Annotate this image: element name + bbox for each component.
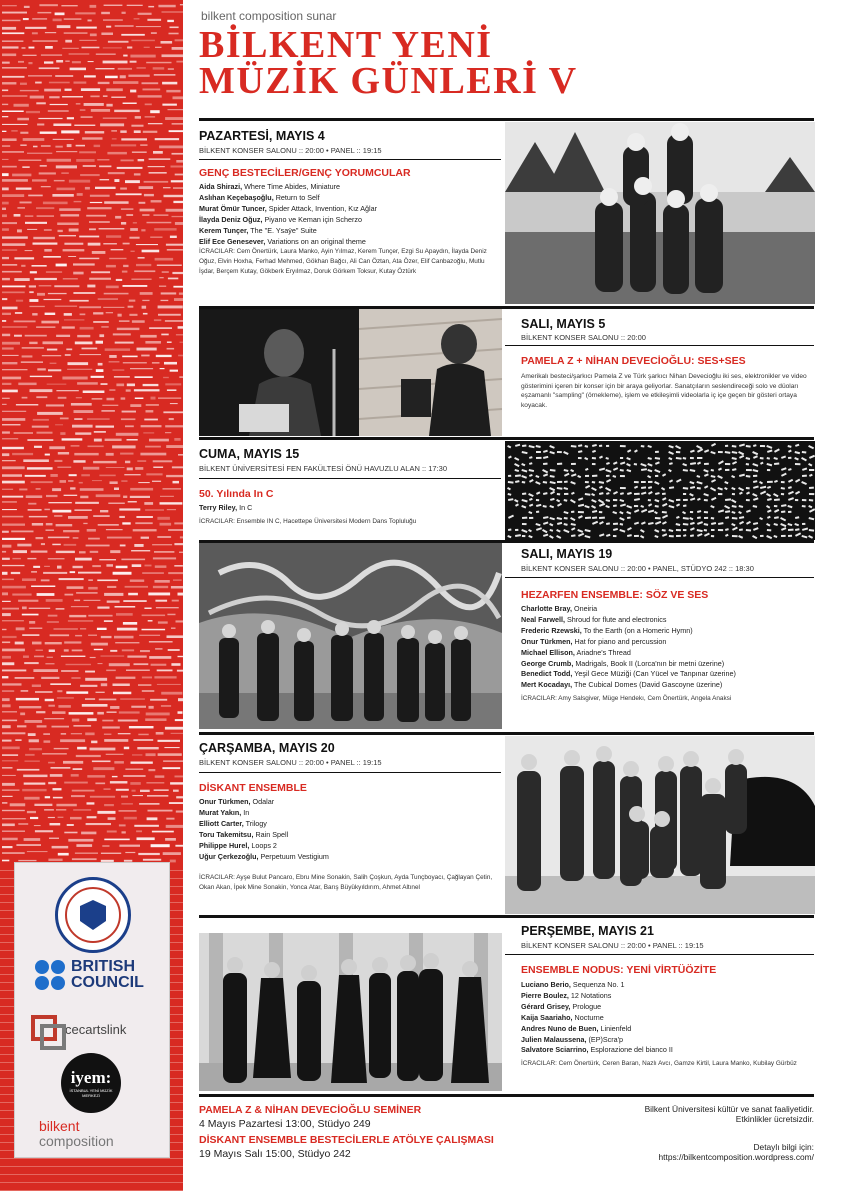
program-item (521, 637, 813, 648)
composer-name: Frederic Rzewski, (521, 625, 582, 635)
composer-name: Onur Türkmen, (199, 797, 251, 806)
work-title: Perpetuum Vestigium (258, 851, 329, 861)
composer-name: Julien Malaussena, (521, 1034, 587, 1044)
program-item (199, 852, 499, 863)
composer-name: Aslıhan Keçebaşoğlu, (199, 192, 274, 202)
event-venue: BİLKENT ÜNİVERSİTESİ FEN FAKÜLTESİ ÖNÜ HAVUZLU ALAN :: 17:30 (199, 464, 447, 473)
program-item (199, 193, 499, 204)
work-title: Hat for piano and percussion (572, 636, 667, 646)
composer-name: Elif Ece Genesever, (199, 236, 266, 246)
program-item (199, 808, 499, 819)
program-item (199, 182, 499, 193)
seminar-detail: 4 Mayıs Pazartesi 13:00, Stüdyo 249 (199, 1118, 371, 1130)
divider (199, 437, 814, 440)
divider (199, 772, 501, 773)
composer-name: Luciano Berio, (521, 980, 571, 989)
event-description: Amerikalı besteci/şarkıcı Pamela Z ve Türk şarkıcı Nihan Devecioğlu iki ses, elektronikler ve video gösterimini içeren bir konser için bir araya geliyorlar. Sanatçıların seslendireceği solo ve düoları eşzamanlı "sampling" (örnekleme), işlem ve etkileşimli videolarla iç içe geçen bir gösteri ortaya koyacak. (521, 373, 807, 409)
poster-title: BİLKENT YENİ MÜZİK GÜNLERİ V (199, 24, 578, 102)
divider (199, 1094, 814, 1097)
event-venue: BİLKENT KONSER SALONU :: 20:00 • PANEL :: 19:15 (199, 758, 382, 767)
work-title: Trilogy (243, 818, 267, 828)
work-title: In C (237, 503, 253, 512)
event-day: PERŞEMBE, MAYIS 21 (521, 924, 654, 938)
program-item (199, 204, 499, 215)
event-day: SALI, MAYIS 5 (521, 317, 606, 331)
work-title: Rain Spell (253, 829, 289, 839)
composer-name: Murat Yakın, (199, 807, 242, 817)
divider (199, 915, 814, 918)
program-item (199, 797, 499, 808)
work-title: Prologue (570, 1001, 602, 1011)
work-title: Where Time Abides, Miniature (242, 182, 341, 191)
composer-name: Kaija Saariaho, (521, 1012, 573, 1022)
presenter-line: bilkent composition sunar (201, 9, 337, 23)
seminar-title: PAMELA Z & NİHAN DEVECİOĞLU SEMİNER (199, 1104, 422, 1116)
work-title: Madrigals, Book II (Lorca'nın bir metni üzerine) (573, 658, 725, 668)
program-item (521, 604, 813, 615)
photo-ensemble-nodus (199, 933, 502, 1091)
british-council-logo: BRITISH COUNCIL (35, 959, 144, 991)
program-item (199, 819, 499, 830)
work-title: Linienfeld (598, 1023, 632, 1033)
iyem-logo: iyem: İSTANBUL YENİ MÜZİK MERKEZİ (61, 1053, 121, 1113)
event-section-title: HEZARFEN ENSEMBLE: SÖZ VE SES (521, 589, 709, 601)
program-item (521, 1045, 813, 1056)
photo-young-composers (505, 122, 815, 304)
info-block: Detaylı bilgi için: https://bilkentcomposition.wordpress.com/ (658, 1142, 814, 1162)
work-title: In (241, 807, 250, 817)
composer-name: Murat Ömür Tuncer, (199, 203, 267, 213)
program-item (521, 648, 813, 659)
program-item (199, 503, 499, 514)
event-day: SALI, MAYIS 19 (521, 547, 613, 561)
photo-nihan-devecioglu (359, 309, 502, 436)
composer-name: Kerem Tunçer, (199, 225, 249, 235)
work-title: Piyano ve Keman için Scherzo (262, 214, 362, 224)
program-list (199, 797, 499, 862)
divider (505, 345, 814, 346)
bilkent-composition-logo: bilkent composition (39, 1118, 114, 1149)
divider (199, 159, 501, 160)
work-title: Esplorazione del bianco II (588, 1045, 673, 1055)
info-url-link[interactable]: https://bilkentcomposition.wordpress.com/ (658, 1152, 814, 1162)
program-item (521, 1035, 813, 1046)
composer-name: Onur Türkmen, (521, 636, 573, 646)
free-admission-note: Bilkent Üniversitesi kültür ve sanat faaliyetidir. Etkinlikler ücretsizdir. (644, 1104, 814, 1124)
program-item (521, 626, 813, 637)
program-list (199, 182, 499, 247)
composer-name: Gérard Grisey, (521, 1001, 571, 1011)
score-art-strip (0, 0, 183, 1191)
program-item (521, 980, 813, 991)
event-day: PAZARTESİ, MAYIS 4 (199, 129, 325, 143)
program-item (521, 659, 813, 670)
composer-name: Salvatore Sciarrino, (521, 1045, 589, 1055)
program-item (521, 991, 813, 1002)
composer-name: George Crumb, (521, 658, 574, 668)
composer-name: Pierre Boulez, (521, 990, 569, 1000)
divider (199, 118, 814, 121)
work-title: Nocturne (572, 1012, 604, 1022)
work-title: Variations on an original theme (265, 236, 366, 246)
workshop-detail: 19 Mayıs Salı 15:00, Stüdyo 242 (199, 1148, 351, 1160)
work-title: The "E. Ysaÿe" Suite (248, 225, 317, 235)
event-section-title: DİSKANT ENSEMBLE (199, 782, 307, 794)
program-item (521, 1013, 813, 1024)
composer-name: Aida Shirazi, (199, 182, 243, 191)
cecartslink-logo: cecartslink (31, 1015, 126, 1043)
work-title: 12 Notations (568, 990, 612, 1000)
composer-name: Toru Takemitsu, (199, 829, 254, 839)
program-item (199, 237, 499, 248)
event-section-title: ENSEMBLE NODUS: YENİ VİRTÜÖZİTE (521, 964, 717, 976)
work-title: The Cubical Domes (David Gascoyne üzerine) (572, 680, 723, 690)
performers-line: İCRACILAR: Ensemble IN C, Hacettepe Üniversitesi Modern Dans Topluluğu (199, 518, 417, 525)
university-seal-logo (55, 877, 131, 953)
program-item (521, 615, 813, 626)
composer-name: Neal Farwell, (521, 614, 565, 624)
event-venue: BİLKENT KONSER SALONU :: 20:00 • PANEL :: 19:15 (521, 941, 704, 950)
composer-name: Charlotte Bray, (521, 604, 572, 613)
work-title: Loops 2 (249, 840, 277, 850)
work-title: Spider Attack, Invention, Kız Ağlar (266, 203, 378, 213)
photo-hezarfen-ensemble (199, 543, 502, 729)
program-item (199, 830, 499, 841)
program-item (521, 1024, 813, 1035)
program-item (521, 669, 813, 680)
composer-name: Andres Nuno de Buen, (521, 1023, 599, 1033)
composer-name: Mert Kocadayı, (521, 680, 573, 690)
event-section-title: PAMELA Z + NİHAN DEVECİOĞLU: SES+SES (521, 355, 746, 367)
divider (505, 577, 814, 578)
program-list (521, 604, 813, 691)
performers-line: İCRACILAR: Cem Önertürk, Ceren Baran, Nazlı Avcı, Gamze Kirtil, Laura Manko, Kubilay Gürbüz (521, 1060, 797, 1067)
event-section-title: 50. Yılında In C (199, 488, 274, 500)
composer-name: İlayda Deniz Oğuz, (199, 214, 263, 224)
work-title: Shroud for flute and electronics (564, 614, 667, 624)
work-title: Yeşil Gece Müziği (Can Yücel ve Tanpınar üzerine) (572, 669, 736, 679)
work-title: Odalar (250, 797, 275, 806)
performers-line: İCRACILAR: Ayşe Bulut Pancaro, Ebru Mine Sonakin, Salih Çoşkun, Ayda Tunçboyacı, Çağlayan Çetin, Okan Akan, İpek Mine Sonakin, Yonca Atar, Barış Büyükyıldırım, Ahmet Altınel (199, 874, 493, 891)
event-day: CUMA, MAYIS 15 (199, 447, 300, 461)
work-title: Return to Self (273, 192, 320, 202)
workshop-title: DİSKANT ENSEMBLE BESTECİLERLE ATÖLYE ÇALIŞMASI (199, 1134, 494, 1146)
composer-name: Uğur Çerkezoğlu, (199, 851, 259, 861)
divider (505, 954, 814, 955)
composer-name: Terry Riley, (199, 503, 238, 512)
performers-line: İCRACILAR: Amy Salsgiver, Müge Hendekı, Cem Önertürk, Angela Anaksi (521, 695, 732, 702)
photo-pamela-z (199, 309, 359, 436)
work-title: (EP)Scra'p (586, 1034, 624, 1044)
composer-name: Elliott Carter, (199, 818, 244, 828)
composer-name: Philippe Hurel, (199, 840, 250, 850)
program-item (521, 1002, 813, 1013)
divider (199, 478, 501, 479)
work-title: To the Earth (on a Homeric Hymn) (581, 625, 693, 635)
program-item (199, 841, 499, 852)
sponsor-logo-panel (14, 862, 170, 1158)
work-title: Oneiria (572, 604, 598, 613)
event-venue: BİLKENT KONSER SALONU :: 20:00 • PANEL :: 19:15 (199, 146, 382, 155)
event-venue: BİLKENT KONSER SALONU :: 20:00 (521, 333, 646, 342)
performers-line: İCRACILAR: Cem Önertürk, Laura Manko, Ayin Yılmaz, Kerem Tunçer, Ezgi Su Apaydın, İlayda Deniz Oğuz, Elvin Hoxha, Ferhad Mehmed, Gökhan Bağcı, Ali Can Öztan, Ata Özer, Elif Canbazoğlu, Mutlu İşdar, Berçem Kutay, Gökberk Eryılmaz, Doruk Görkem Toksur, Kutay Öztürk (199, 248, 487, 275)
composer-name: Michael Ellison, (521, 647, 575, 657)
program-item (199, 215, 499, 226)
event-venue: BİLKENT KONSER SALONU :: 20:00 • PANEL, STÜDYO 242 :: 18:30 (521, 564, 754, 573)
work-title: Ariadne's Thread (574, 647, 631, 657)
program-list (521, 980, 813, 1056)
divider (199, 732, 814, 735)
composer-name: Benedict Todd, (521, 669, 573, 679)
program-list (199, 503, 499, 514)
event-day: ÇARŞAMBA, MAYIS 20 (199, 741, 335, 755)
event-section-title: GENÇ BESTECİLER/GENÇ YORUMCULAR (199, 167, 411, 179)
program-item (199, 226, 499, 237)
in-c-pattern-graphic (505, 441, 815, 540)
work-title: Sequenza No. 1 (570, 980, 625, 989)
program-item (521, 680, 813, 691)
photo-diskant-ensemble (505, 736, 815, 914)
